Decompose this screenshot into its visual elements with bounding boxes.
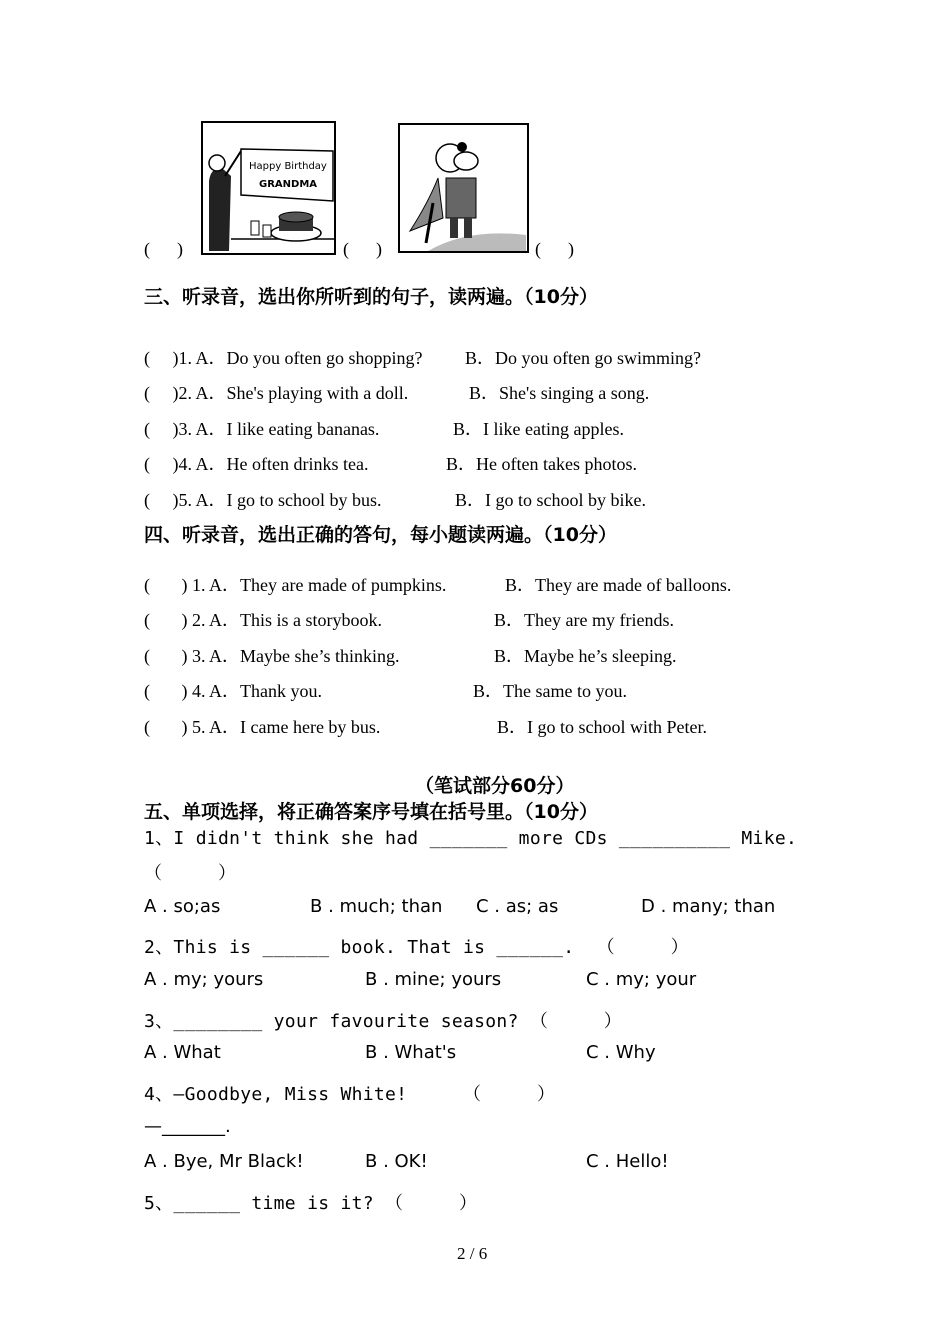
s5-q1-bracket: （ ） — [144, 863, 237, 884]
banner-line1: Happy Birthday — [249, 161, 327, 172]
s3-q2-a: ( )2. A．She's playing with a doll. — [144, 383, 409, 403]
s4-q1-a: ( ) 1. A．They are made of pumpkins. — [144, 575, 447, 595]
s3-q4-a: ( )4. A．He often drinks tea. — [144, 454, 369, 474]
s5-q1-option-c: C . as; as — [476, 896, 559, 917]
s4-q4-b: B．The same to you. — [473, 681, 627, 701]
s4-q5-b: B．I go to school with Peter. — [497, 717, 707, 737]
s3-q3-b: B．I like eating apples. — [453, 419, 624, 439]
s4-q1-b: B．They are made of balloons. — [505, 575, 732, 595]
s5-q3-option-c: C . Why — [586, 1042, 656, 1063]
knight-picture — [398, 123, 529, 253]
s4-q4-a: ( ) 4. A．Thank you. — [144, 681, 322, 701]
section5-title: 五、单项选择，将正确答案序号填在括号里。（10分） — [144, 801, 598, 823]
s5-q3-stem: 3、________ your favourite season? （ ） — [144, 1011, 623, 1032]
s3-q3-a: ( )3. A．I like eating bananas. — [144, 419, 380, 439]
s3-q5-a: ( )5. A．I go to school by bus. — [144, 490, 382, 510]
s5-q1-option-a: A . so;as — [144, 896, 221, 917]
s3-q5-b: B．I go to school by bike. — [455, 490, 646, 510]
s3-q1-a: ( )1. A．Do you often go shopping? — [144, 348, 423, 368]
section4-title: 四、听录音，选出正确的答句，每小题读两遍。（10分） — [144, 524, 617, 546]
written-part-title: （笔试部分60分） — [415, 775, 575, 797]
s3-q4-b: B．He often takes photos. — [446, 454, 637, 474]
s5-q4-option-c: C . Hello! — [586, 1151, 669, 1172]
s3-q1-b: B．Do you often go swimming? — [465, 348, 701, 368]
birthday-picture — [201, 121, 336, 255]
answer-bracket-2: ( ) — [343, 239, 382, 259]
s5-q4-option-a: A . Bye, Mr Black! — [144, 1151, 304, 1172]
s5-q2-stem: 2、This is ______ book. That is ______. （ ） — [144, 937, 689, 958]
s5-q2-option-a: A . my; yours — [144, 969, 264, 990]
s5-q3-option-b: B . What's — [365, 1042, 457, 1063]
s5-q5-stem: 5、______ time is it? （ ） — [144, 1193, 478, 1214]
s4-q3-b: B．Maybe he’s sleeping. — [494, 646, 677, 666]
s5-q4-stem: 4、—Goodbye, Miss White! （ ） — [144, 1084, 556, 1105]
page-number: 2 / 6 — [457, 1244, 488, 1263]
s5-q1-option-d: D . many; than — [641, 896, 776, 917]
s4-q2-b: B．They are my friends. — [494, 610, 674, 630]
s4-q3-a: ( ) 3. A．Maybe she’s thinking. — [144, 646, 400, 666]
s5-q4-option-b: B . OK! — [365, 1151, 428, 1172]
s4-q2-a: ( ) 2. A．This is a storybook. — [144, 610, 382, 630]
section3-title: 三、听录音，选出你所听到的句子，读两遍。（10分） — [144, 286, 598, 308]
s5-q1-stem: 1、I didn't think she had _______ more CDs __________ Mike. — [144, 828, 798, 849]
s3-q2-b: B．She's singing a song. — [469, 383, 650, 403]
birthday-illustration — [201, 121, 336, 255]
answer-bracket-1: ( ) — [144, 239, 183, 259]
s5-q3-option-a: A . What — [144, 1042, 221, 1063]
banner-line2: GRANDMA — [259, 179, 318, 190]
knight-illustration — [398, 123, 529, 253]
s5-q1-option-b: B . much; than — [310, 896, 443, 917]
answer-bracket-3: ( ) — [535, 239, 574, 259]
s4-q5-a: ( ) 5. A．I came here by bus. — [144, 717, 381, 737]
s5-q2-option-b: B . mine; yours — [365, 969, 502, 990]
s5-q2-option-c: C . my; your — [586, 969, 697, 990]
s5-q4-answer-line: —_______. — [144, 1116, 231, 1137]
